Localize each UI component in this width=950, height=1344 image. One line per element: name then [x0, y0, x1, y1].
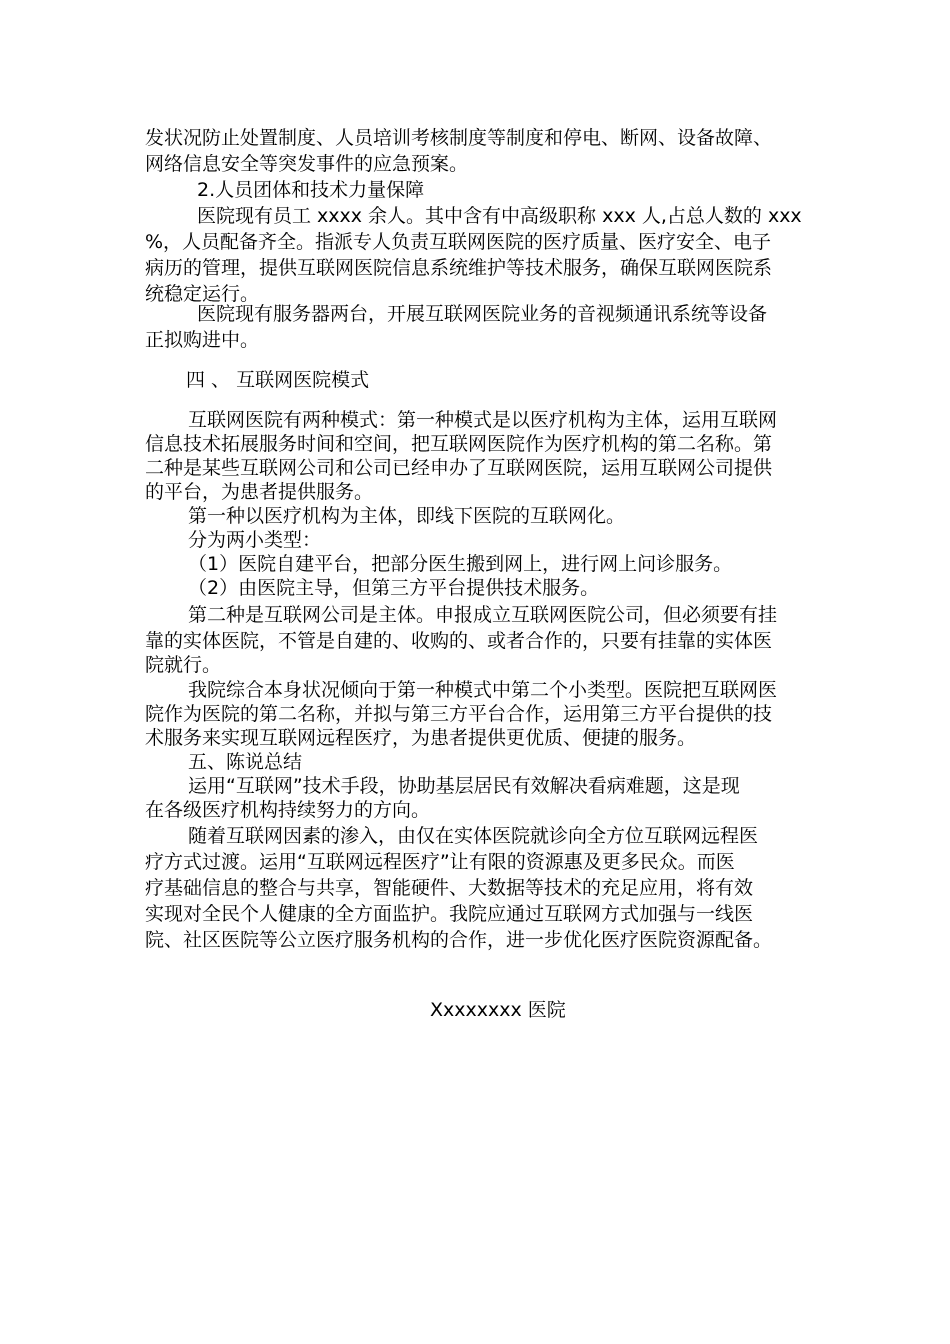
text-line: 病历的管理，提供互联网医院信息系统维护等技术服务，确保互联网医院系	[145, 257, 773, 279]
section-heading: 四 、 互联网医院模式	[186, 369, 370, 391]
section-subheading: 2.人员团体和技术力量保障	[197, 179, 425, 201]
text-line: 随着互联网因素的渗入，由仅在实体医院就诊向全方位互联网远程医	[188, 825, 759, 847]
text-line: 院、社区医院等公立医疗服务机构的合作，进一步优化医疗医院资源配备。	[145, 929, 773, 951]
list-item: （1）医院自建平台，把部分医生搬到网上，进行网上问诊服务。	[188, 553, 733, 575]
text-line: 院就行。	[145, 654, 222, 676]
text-line: 医院现有员工 xxxx 余人。其中含有中高级职称 xxx 人,占总人数的 xxx	[197, 205, 802, 227]
text-line: 信息技术拓展服务时间和空间，把互联网医院作为医疗机构的第二名称。第	[145, 433, 773, 455]
text-line: 第二种是互联网公司是主体。申报成立互联网医院公司，但必须要有挂	[188, 604, 778, 626]
text-line: 统稳定运行。	[145, 283, 260, 305]
text-line: 院作为医院的第二名称，并拟与第三方平台合作，运用第三方平台提供的技	[145, 703, 773, 725]
signature: Xxxxxxxx 医院	[430, 999, 566, 1021]
text-line: 疗方式过渡。运用“互联网远程医疗”让有限的资源惠及更多民众。而医	[145, 851, 735, 873]
text-line: 实现对全民个人健康的全方面监护。我院应通过互联网方式加强与一线医	[145, 903, 754, 925]
text-line: 术服务来实现互联网远程医疗，为患者提供更优质、便捷的服务。	[145, 727, 697, 749]
text-line: %，人员配备齐全。指派专人负责互联网医院的医疗质量、医疗安全、电子	[145, 231, 772, 253]
text-line: 我院综合本身状况倾向于第一种模式中第二个小类型。医院把互联网医	[188, 679, 778, 701]
text-line: 二种是某些互联网公司和公司已经申办了互联网医院，运用互联网公司提供	[145, 457, 773, 479]
text-line: 在各级医疗机构持续努力的方向。	[145, 799, 431, 821]
text-line: 的平台，为患者提供服务。	[145, 481, 374, 503]
text-line: 网络信息安全等突发事件的应急预案。	[145, 153, 469, 175]
text-line: 疗基础信息的整合与共享，智能硬件、大数据等技术的充足应用，将有效	[145, 877, 754, 899]
text-line: 发状况防止处置制度、人员培训考核制度等制度和停电、断网、设备故障、	[145, 127, 773, 149]
text-line: 运用“互联网”技术手段，协助基层居民有效解决看病难题，这是现	[188, 775, 740, 797]
text-line: 靠的实体医院，不管是自建的、收购的、或者合作的，只要有挂靠的实体医	[145, 630, 773, 652]
text-line: 互联网医院有两种模式：第一种模式是以医疗机构为主体，运用互联网	[188, 409, 778, 431]
section-heading: 五、陈说总结	[188, 751, 303, 773]
text-line: 医院现有服务器两台，开展互联网医院业务的音视频通讯系统等设备	[197, 303, 768, 325]
text-line: 正拟购进中。	[145, 329, 260, 351]
text-line: 第一种以医疗机构为主体，即线下医院的互联网化。	[188, 505, 626, 527]
list-item: （2）由医院主导，但第三方平台提供技术服务。	[188, 577, 600, 599]
text-line: 分为两小类型：	[188, 529, 322, 551]
